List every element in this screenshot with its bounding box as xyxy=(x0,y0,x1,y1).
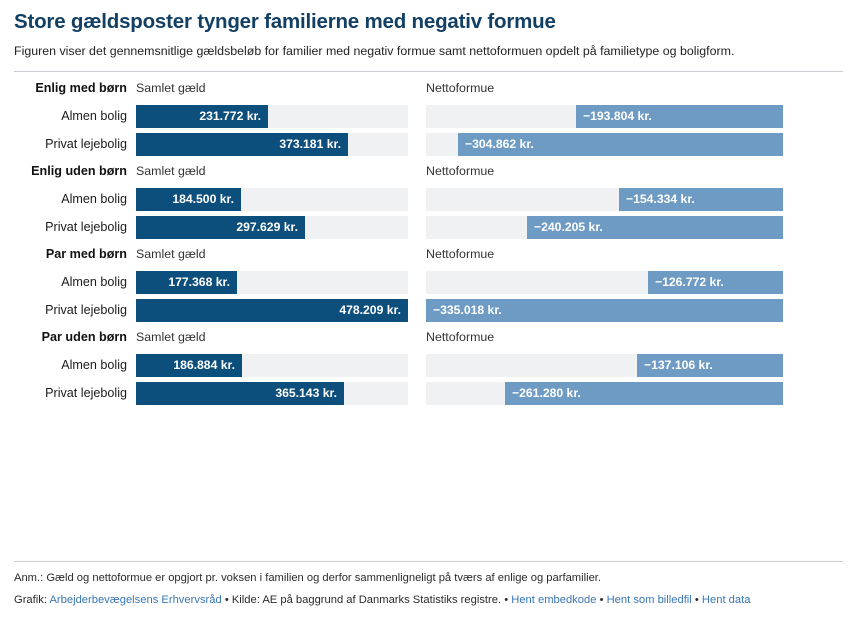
debt-bar-value: 478.209 kr. xyxy=(339,303,401,318)
left-panel-heading: Samlet gæld xyxy=(136,329,206,344)
networth-bar-value: −126.772 kr. xyxy=(655,275,724,290)
bar-chart xyxy=(14,81,843,406)
row-label: Privat lejebolig xyxy=(45,137,127,152)
source-text: • Kilde: AE på baggrund af Danmarks Statistiks registre. • xyxy=(224,594,509,607)
link-separator-1: • xyxy=(599,594,604,607)
row-label: Almen bolig xyxy=(61,275,127,290)
networth-bar-track xyxy=(426,271,783,294)
networth-bar-track xyxy=(426,188,783,211)
debt-bar[interactable] xyxy=(136,354,242,377)
graphics-label: Grafik: xyxy=(14,594,47,607)
networth-bar-track xyxy=(426,299,783,322)
chart-row xyxy=(14,353,843,378)
networth-bar[interactable] xyxy=(648,271,783,294)
download-embed-code-link[interactable]: Hent embedkode xyxy=(511,594,597,607)
debt-bar-value: 184.500 kr. xyxy=(172,192,234,207)
debt-bar-track xyxy=(136,382,408,405)
chart-group xyxy=(14,164,843,240)
networth-bar-value: −304.862 kr. xyxy=(465,137,534,152)
left-panel-heading: Samlet gæld xyxy=(136,80,206,95)
networth-bar[interactable] xyxy=(527,216,783,239)
footer xyxy=(14,561,843,609)
download-data-link[interactable]: Hent data xyxy=(701,594,751,607)
networth-bar-value: −137.106 kr. xyxy=(644,358,713,373)
debt-bar-track xyxy=(136,105,408,128)
right-panel-heading: Nettoformue xyxy=(426,246,495,261)
networth-bar-track xyxy=(426,133,783,156)
networth-bar[interactable] xyxy=(637,354,783,377)
debt-bar[interactable] xyxy=(136,271,237,294)
networth-bar-track xyxy=(426,105,783,128)
chart-row xyxy=(14,104,843,129)
group-label: Enlig uden børn xyxy=(31,163,127,178)
debt-bar-track xyxy=(136,133,408,156)
source-line xyxy=(14,592,843,609)
debt-bar-value: 177.368 kr. xyxy=(168,275,230,290)
chart-group-header xyxy=(14,164,843,184)
debt-bar-value: 373.181 kr. xyxy=(279,137,341,152)
left-panel-heading: Samlet gæld xyxy=(136,246,206,261)
right-panel-heading: Nettoformue xyxy=(426,80,495,95)
networth-bar[interactable] xyxy=(426,299,783,322)
chart-row xyxy=(14,187,843,212)
debt-bar-track xyxy=(136,271,408,294)
footer-divider xyxy=(14,561,843,562)
right-panel-heading: Nettoformue xyxy=(426,329,495,344)
debt-bar-value: 297.629 kr. xyxy=(236,220,298,235)
networth-bar-value: −154.334 kr. xyxy=(626,192,695,207)
chart-group-header xyxy=(14,330,843,350)
right-panel-heading: Nettoformue xyxy=(426,163,495,178)
networth-bar-value: −335.018 kr. xyxy=(433,303,502,318)
debt-bar-track xyxy=(136,354,408,377)
networth-bar-value: −261.280 kr. xyxy=(512,386,581,401)
chart-row xyxy=(14,381,843,406)
left-panel-heading: Samlet gæld xyxy=(136,163,206,178)
networth-bar-value: −193.804 kr. xyxy=(583,109,652,124)
link-separator-2: • xyxy=(694,594,699,607)
debt-bar[interactable] xyxy=(136,105,268,128)
debt-bar-value: 231.772 kr. xyxy=(199,109,261,124)
debt-bar-value: 365.143 kr. xyxy=(275,386,337,401)
group-label: Par med børn xyxy=(45,246,127,261)
networth-bar[interactable] xyxy=(458,133,783,156)
row-label: Almen bolig xyxy=(61,109,127,124)
header-divider xyxy=(14,71,843,72)
debt-bar-track xyxy=(136,216,408,239)
group-label: Par uden børn xyxy=(41,329,127,344)
debt-bar-track xyxy=(136,188,408,211)
debt-bar[interactable] xyxy=(136,382,344,405)
chart-group xyxy=(14,81,843,157)
chart-row xyxy=(14,215,843,240)
page-title: Store gældsposter tynger familierne med negativ formue xyxy=(14,10,556,33)
networth-bar-value: −240.205 kr. xyxy=(534,220,603,235)
networth-bar-track xyxy=(426,354,783,377)
networth-bar[interactable] xyxy=(576,105,783,128)
group-label: Enlig med børn xyxy=(35,80,127,95)
chart-row xyxy=(14,132,843,157)
chart-row xyxy=(14,270,843,295)
debt-bar-track xyxy=(136,299,408,322)
debt-bar[interactable] xyxy=(136,299,408,322)
graphics-credit-link[interactable]: Arbejderbevægelsens Erhvervsråd xyxy=(49,594,222,607)
chart-group-header xyxy=(14,247,843,267)
chart-row xyxy=(14,298,843,323)
networth-bar[interactable] xyxy=(619,188,783,211)
page-subtitle: Figuren viser det gennemsnitlige gældsbeløb for familier med negativ formue samt nettoformuen opdelt på familietype og boligform. xyxy=(14,43,735,58)
networth-bar-track xyxy=(426,216,783,239)
debt-bar-value: 186.884 kr. xyxy=(173,358,235,373)
chart-group xyxy=(14,247,843,323)
networth-bar-track xyxy=(426,382,783,405)
chart-group xyxy=(14,330,843,406)
networth-bar[interactable] xyxy=(505,382,783,405)
debt-bar[interactable] xyxy=(136,188,241,211)
footnote: Anm.: Gæld og nettoformue er opgjort pr. voksen i familien og derfor sammenligneligt på tværs af enlige og parfamilier. xyxy=(14,572,602,585)
row-label: Privat lejebolig xyxy=(45,303,127,318)
row-label: Privat lejebolig xyxy=(45,220,127,235)
row-label: Privat lejebolig xyxy=(45,386,127,401)
debt-bar[interactable] xyxy=(136,216,305,239)
download-image-link[interactable]: Hent som billedfil xyxy=(606,594,692,607)
row-label: Almen bolig xyxy=(61,358,127,373)
debt-bar[interactable] xyxy=(136,133,348,156)
row-label: Almen bolig xyxy=(61,192,127,207)
chart-group-header xyxy=(14,81,843,101)
